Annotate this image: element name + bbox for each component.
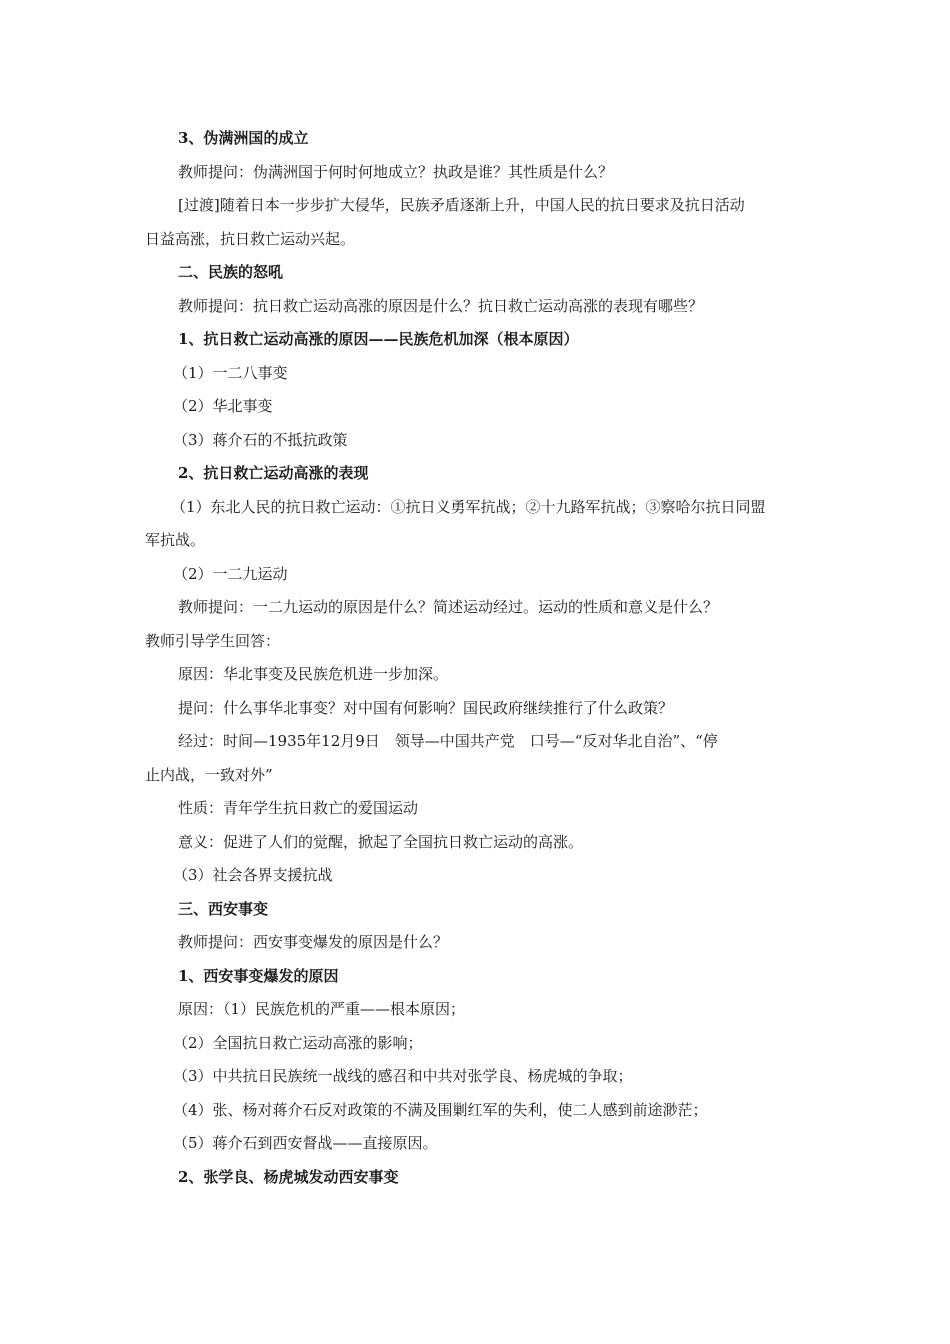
paragraph-continuation: 日益高涨，抗日救亡运动兴起。: [145, 229, 356, 248]
list-item: （3）蒋介石的不抵抗政策: [173, 430, 348, 449]
section-heading: 2、抗日救亡运动高涨的表现: [178, 464, 369, 482]
list-item: （3）社会各界支援抗战: [173, 866, 333, 884]
section-heading: 3、伪满洲国的成立: [178, 129, 309, 147]
section-heading: 2、张学良、杨虎城发动西安事变: [178, 1167, 399, 1186]
paragraph: 教师提问：西安事变爆发的原因是什么？: [178, 933, 449, 951]
list-item: （1）东北人民的抗日救亡运动：①抗日义勇军抗战；②十九路军抗战；③察哈尔抗日同盟: [171, 497, 766, 516]
list-item: （5）蒋介石到西安督战——直接原因。: [173, 1134, 438, 1152]
paragraph: 性质：青年学生抗日救亡的爱国运动: [178, 799, 419, 817]
paragraph: 提问：什么事华北事变？对中国有何影响？国民政府继续推行了什么政策？: [178, 698, 674, 717]
list-item: （4）张、杨对蒋介石反对政策的不满及围剿红军的失利，使二人感到前途渺茫；: [173, 1100, 708, 1119]
paragraph-continuation: 止内战，一致对外”: [145, 765, 273, 784]
list-item: （3）中共抗日民族统一战线的感召和中共对张学良、杨虎城的争取；: [173, 1067, 633, 1085]
paragraph: 意义：促进了人们的觉醒，掀起了全国抗日救亡运动的高涨。: [178, 832, 584, 851]
paragraph: 经过：时间—1935年12月9日 领导—中国共产党 口号—“反对华北自治”、“停: [178, 732, 718, 750]
chapter-heading: 三、西安事变: [178, 899, 269, 918]
section-heading: 1、西安事变爆发的原因: [178, 966, 339, 985]
list-item: （2）全国抗日救亡运动高涨的影响；: [173, 1033, 423, 1052]
paragraph: 教师引导学生回答：: [145, 631, 281, 650]
chapter-heading: 二、民族的怒吼: [178, 263, 284, 281]
document-body: [145, 122, 810, 1194]
paragraph: [过渡]随着日本一步步扩大侵华，民族矛盾逐渐上升，中国人民的抗日要求及抗日活动: [178, 196, 745, 214]
paragraph: 原因：华北事变及民族危机进一步加深。: [178, 665, 449, 683]
list-item: （2）一二九运动: [173, 564, 288, 583]
section-heading: 1、抗日救亡运动高涨的原因——民族危机加深（根本原因）: [178, 330, 579, 348]
list-item: （1）一二八事变: [173, 363, 288, 382]
paragraph: 原因：（1）民族危机的严重——根本原因；: [178, 1000, 466, 1018]
list-item: （2）华北事变: [173, 397, 273, 415]
paragraph: 教师提问：伪满洲国于何时何地成立？执政是谁？其性质是什么？: [178, 162, 614, 181]
paragraph: 教师提问：抗日救亡运动高涨的原因是什么？抗日救亡运动高涨的表现有哪些？: [178, 296, 704, 315]
paragraph-continuation: 军抗战。: [145, 531, 206, 549]
paragraph: 教师提问：一二九运动的原因是什么？简述运动经过。运动的性质和意义是什么？: [178, 598, 719, 616]
